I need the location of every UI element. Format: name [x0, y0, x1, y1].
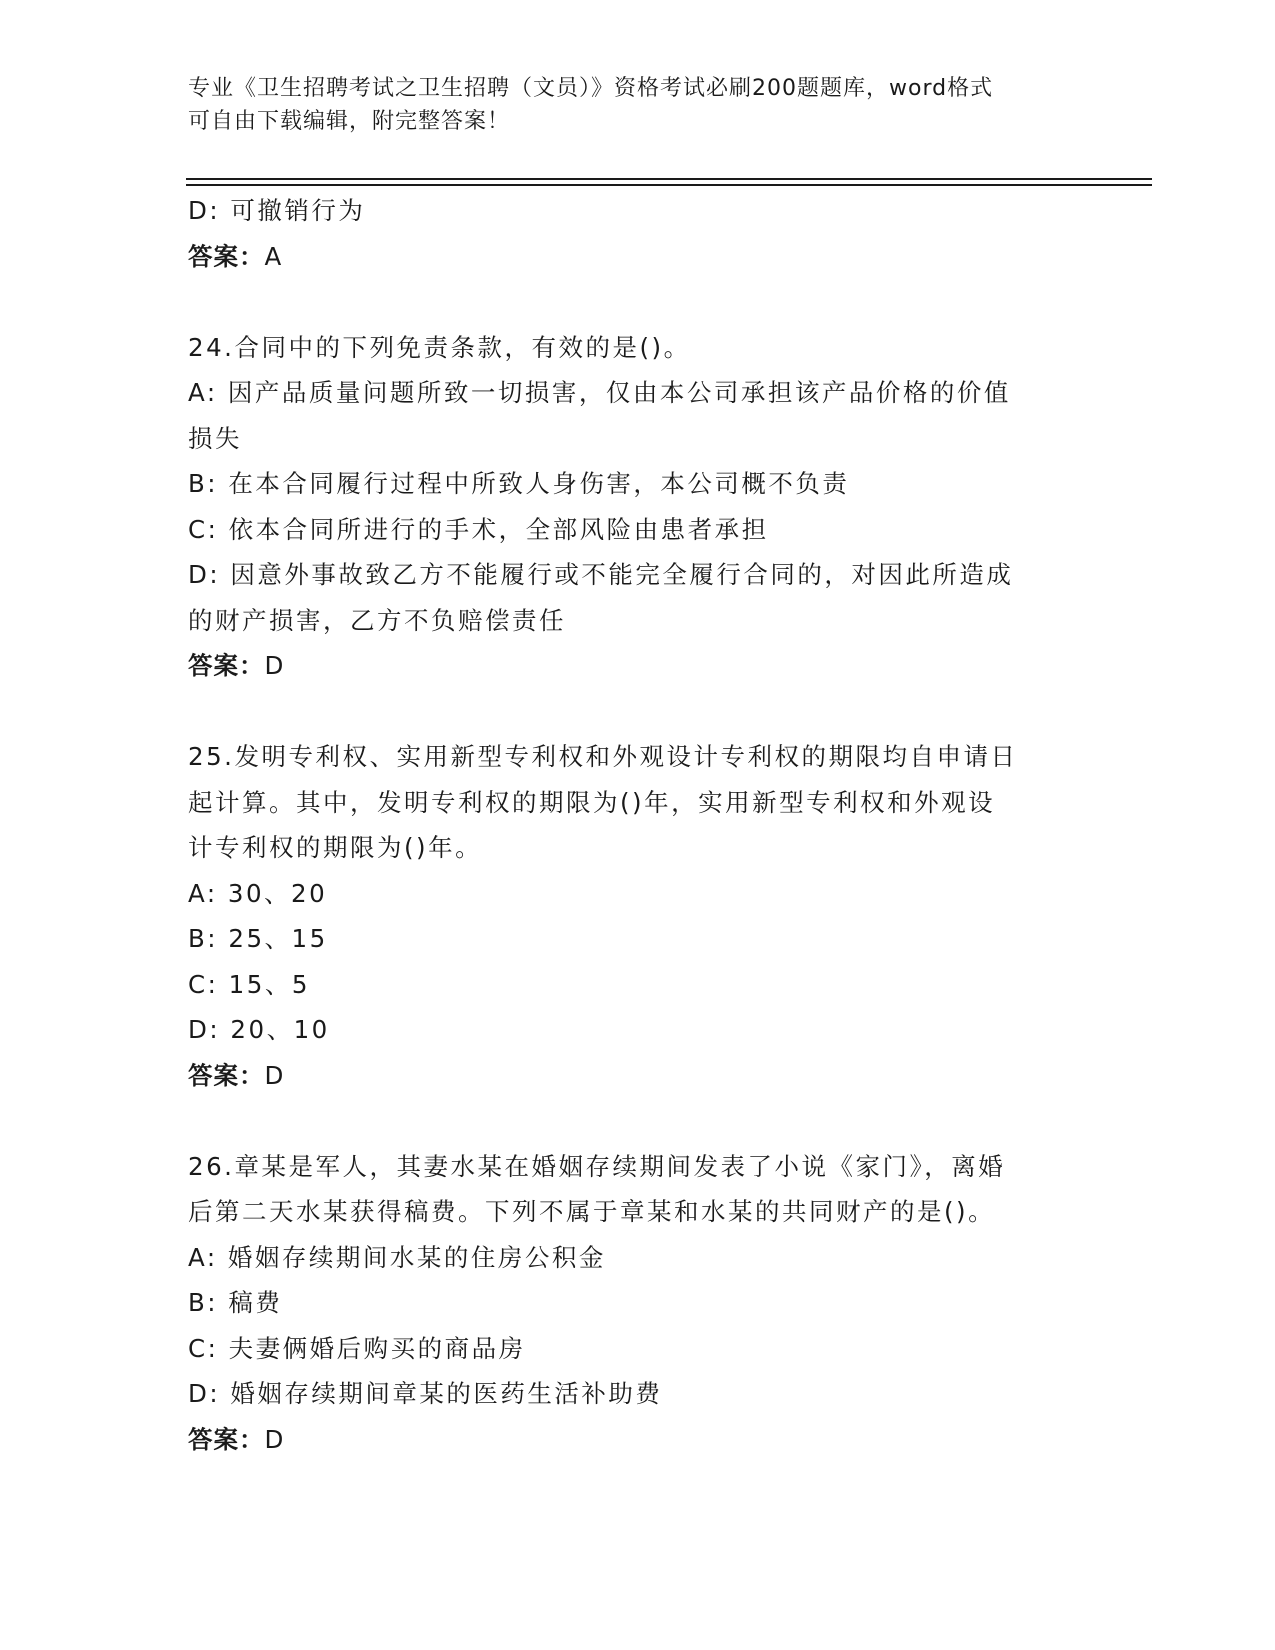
- question-24: [188, 325, 1068, 689]
- answer-line: [188, 643, 1068, 689]
- header-divider-top: [186, 178, 1152, 180]
- option-a: A: 婚姻存续期间水某的住房公积金: [188, 1242, 606, 1272]
- question-stem-continued: 计专利权的期限为()年。: [188, 833, 483, 862]
- option-c: C: 15、5: [188, 969, 310, 999]
- answer-value: A: [264, 241, 283, 271]
- option-a-continued: 损失: [188, 423, 242, 453]
- option-b: B: 在本合同履行过程中所致人身伤害，本公司概不负责: [188, 469, 850, 498]
- question-spacer: [188, 1098, 1068, 1144]
- answer-label: 答案：: [188, 1060, 265, 1090]
- answer-label: 答案：: [188, 1424, 265, 1454]
- question-25: [188, 734, 1068, 1098]
- answer-line: [188, 234, 1068, 280]
- question-26: [188, 1144, 1068, 1463]
- option-c: C: 依本合同所进行的手术，全部风险由患者承担: [188, 514, 769, 544]
- previous-question-tail: [188, 188, 1068, 279]
- question-spacer: [188, 689, 1068, 735]
- question-stem: 26.章某是军人，其妻水某在婚姻存续期间发表了小说《家门》，离婚: [188, 1151, 1006, 1181]
- question-spacer: [188, 279, 1068, 325]
- answer-line: [188, 1053, 1068, 1099]
- answer-label: 答案：: [188, 241, 265, 271]
- option-d: D: 可撤销行为: [188, 196, 366, 225]
- header-divider-bottom: [186, 184, 1152, 186]
- question-body: [188, 188, 1068, 1462]
- option-b: B: 稿费: [188, 1288, 283, 1317]
- option-a: A: 因产品质量问题所致一切损害，仅由本公司承担该产品价格的价值: [188, 378, 1011, 407]
- option-d: D: 因意外事故致乙方不能履行或不能完全履行合同的，对因此所造成: [188, 560, 1014, 589]
- answer-value: D: [264, 1424, 285, 1454]
- answer-value: D: [264, 651, 285, 680]
- option-b: B: 25、15: [188, 924, 328, 953]
- option-d: D: 婚姻存续期间章某的医药生活补助费: [188, 1379, 663, 1408]
- option-c: C: 夫妻俩婚后购买的商品房: [188, 1333, 526, 1363]
- answer-value: D: [264, 1060, 285, 1090]
- option-d: D: 20、10: [188, 1015, 330, 1044]
- header-title-line-1: 专业《卫生招聘考试之卫生招聘（文员）》资格考试必刷200题题库，word格式: [188, 76, 994, 101]
- header-title-line-2: 可自由下载编辑，附完整答案！: [188, 109, 511, 134]
- option-a: A: 30、20: [188, 878, 328, 908]
- question-stem-continued: 后第二天水某获得稿费。下列不属于章某和水某的共同财产的是()。: [188, 1197, 996, 1226]
- question-stem: 25.发明专利权、实用新型专利权和外观设计专利权的期限均自申请日: [188, 742, 1018, 771]
- question-stem: 24.合同中的下列免责条款，有效的是()。: [188, 332, 691, 362]
- option-d-continued: 的财产损害，乙方不负赔偿责任: [188, 605, 566, 635]
- question-stem-continued: 起计算。其中，发明专利权的期限为()年，实用新型专利权和外观设: [188, 787, 996, 817]
- page-header: [188, 72, 1068, 138]
- answer-line: [188, 1417, 1068, 1463]
- answer-label: 答案：: [188, 651, 265, 680]
